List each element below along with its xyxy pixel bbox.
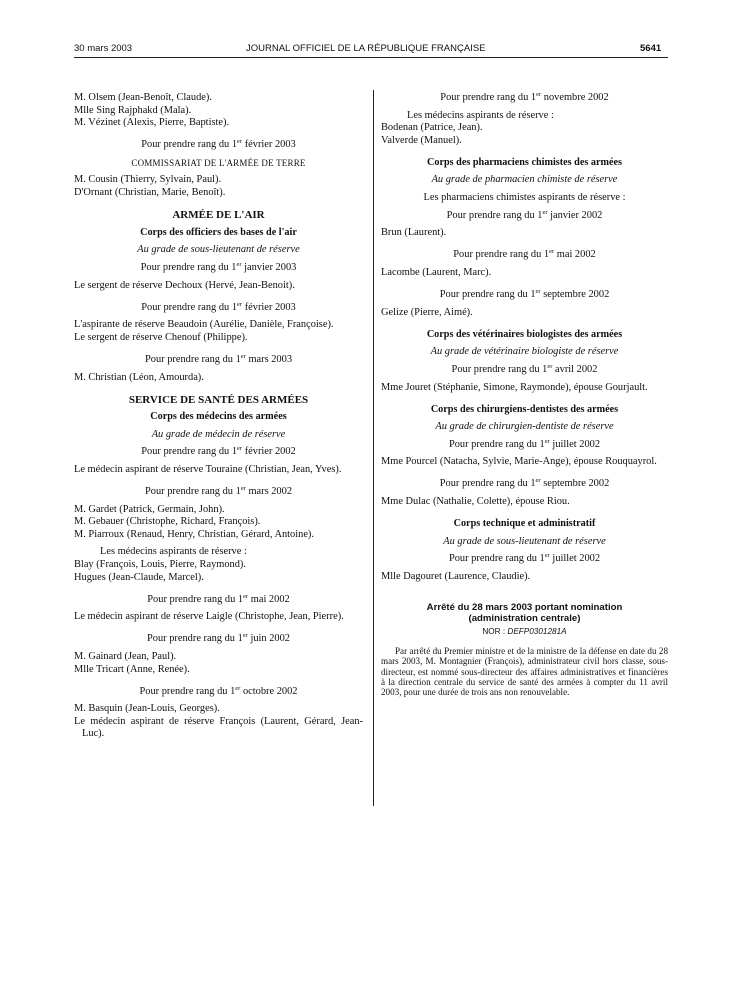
nominee-line: M. Gardet (Patrick, Germain, John).	[74, 503, 225, 515]
section-commissariat: COMMISSARIAT DE L'ARMÉE DE TERRE	[131, 157, 306, 168]
corps-heading: Corps des pharmaciens chimistes des armées	[427, 156, 622, 168]
nominee-line: Valverde (Manuel).	[381, 134, 462, 146]
arrete-body: Par arrêté du Premier ministre et de la ministre de la défense en date du 28 mars 2003, M. Montagnier (François), administrateur civil hors classe, sous-directeur, est nommé sous-directeur des affaires administratives et financières à la direction centrale du service de santé des armées à compter du 11 avril 2003, pour une durée de trois ans non renouvelable.	[381, 646, 668, 697]
section-armee-air: ARMÉE DE L'AIR	[172, 209, 265, 222]
nor-reference: NOR : DEFP0301281A	[482, 626, 567, 636]
grade-heading: Au grade de pharmacien chimiste de réserve	[431, 174, 618, 186]
section-service-sante: SERVICE DE SANTÉ DES ARMÉES	[128, 393, 309, 406]
corps-heading: Corps technique et administratif	[453, 518, 596, 530]
rank-date-heading: Pour prendre rang du 1er mai 2002	[453, 248, 596, 261]
rank-date-heading: Pour prendre rang du 1er juillet 2002	[448, 437, 601, 450]
rank-date-heading: Pour prendre rang du 1er octobre 2002	[139, 684, 298, 697]
rank-date-heading: Pour prendre rang du 1er février 2002	[141, 445, 296, 458]
corps-heading: Corps des officiers des bases de l'air	[140, 226, 297, 238]
nominee-line: Mme Pourcel (Natacha, Sylvie, Marie-Ange), épouse Rouquayrol.	[381, 456, 657, 468]
nominee-line: Blay (François, Louis, Pierre, Raymond).	[74, 559, 246, 571]
aspirants-intro: Les médecins aspirants de réserve :	[407, 109, 554, 121]
nominee-line: M. Gainard (Jean, Paul).	[74, 651, 177, 662]
nominee-line: M. Christian (Léon, Amourda).	[74, 371, 204, 383]
nominee-line: Brun (Laurent).	[381, 227, 447, 239]
grade-heading: Au grade de médecin de réserve	[151, 428, 286, 440]
header-journal-title: JOURNAL OFFICIEL DE LA RÉPUBLIQUE FRANÇAISE	[246, 43, 486, 54]
rank-date-heading: Pour prendre rang du 1er mai 2002	[147, 592, 290, 605]
nominee-line: Le médecin aspirant de réserve François (Laurent, Gérard, Jean-Luc).	[74, 715, 363, 740]
nominee-line: Mlle Tricart (Anne, Renée).	[74, 663, 190, 675]
rank-date-heading: Pour prendre rang du 1er février 2003	[141, 138, 296, 151]
header-rule	[74, 57, 668, 58]
nominee-line: Lacombe (Laurent, Marc).	[381, 266, 492, 278]
nominee-line: M. Cousin (Thierry, Sylvain, Paul).	[74, 174, 222, 186]
header-page-number: 5641	[640, 43, 662, 54]
header-date: 30 mars 2003	[74, 43, 133, 54]
arrete-title: Arrêté du 28 mars 2003 portant nomination (administration centrale)	[426, 601, 623, 624]
grade-heading: Au grade de vétérinaire biologiste de réserve	[430, 346, 619, 358]
nominee-line: Hugues (Jean-Claude, Marcel).	[74, 571, 204, 583]
corps-heading: Corps des chirurgiens-dentistes des armées	[430, 403, 619, 415]
nominee-line: Le médecin aspirant de réserve Laigle (Christophe, Jean, Pierre).	[74, 611, 344, 623]
nominee-line: Le médecin aspirant de réserve Touraine (Christian, Jean, Yves).	[74, 463, 342, 475]
nominee-line: Mlle Sing Rajphakd (Mala).	[74, 104, 192, 116]
nominee-line: D'Ornant (Christian, Marie, Benoît).	[74, 187, 226, 199]
nominee-line: M. Gebauer (Christophe, Richard, François).	[74, 516, 261, 528]
corps-heading: Corps des vétérinaires biologistes des armées	[426, 328, 623, 340]
aspirants-intro: Les médecins aspirants de réserve :	[100, 546, 247, 558]
left-column	[74, 92, 363, 741]
rank-date-heading: Pour prendre rang du 1er septembre 2002	[439, 288, 610, 301]
rank-date-heading: Pour prendre rang du 1er juillet 2002	[448, 552, 601, 565]
nominee-line: Le sergent de réserve Dechoux (Hervé, Jean-Benoit).	[74, 279, 295, 291]
grade-heading: Au grade de sous-lieutenant de réserve	[443, 535, 606, 547]
nominee-line: Gelize (Pierre, Aimé).	[381, 306, 473, 318]
grade-heading: Au grade de sous-lieutenant de réserve	[137, 244, 300, 256]
nominee-line: Bodenan (Patrice, Jean).	[381, 122, 483, 134]
nominee-line: Mme Dulac (Nathalie, Colette), épouse Riou.	[381, 496, 570, 508]
nominee-line: Mlle Dagouret (Laurence, Claudie).	[381, 570, 531, 582]
nominee-line: M. Vézinet (Alexis, Pierre, Baptiste).	[74, 117, 230, 129]
nominee-line: M. Basquin (Jean-Louis, Georges).	[74, 703, 220, 715]
rank-date-heading: Pour prendre rang du 1er mars 2002	[144, 485, 293, 498]
nominee-line: M. Olsem (Jean-Benoît, Claude).	[74, 92, 212, 103]
rank-date-heading: Pour prendre rang du 1er mars 2003	[144, 352, 293, 365]
grade-heading: Au grade de chirurgien-dentiste de réserve	[435, 421, 614, 433]
right-column	[381, 92, 668, 697]
rank-date-heading: Pour prendre rang du 1er juin 2002	[146, 632, 291, 645]
nominee-line: L'aspirante de réserve Beaudoin (Aurélie, Danièle, Françoise).	[74, 319, 334, 331]
rank-date-heading: Pour prendre rang du 1er septembre 2002	[439, 477, 610, 490]
rank-date-heading: Pour prendre rang du 1er février 2003	[141, 300, 296, 313]
rank-date-heading: Pour prendre rang du 1er avril 2002	[451, 362, 598, 375]
column-divider	[373, 90, 374, 806]
rank-date-heading: Pour prendre rang du 1er janvier 2002	[446, 208, 603, 221]
nominee-line: Le sergent de réserve Chenouf (Philippe).	[74, 331, 248, 343]
nominee-line: Mme Jouret (Stéphanie, Simone, Raymonde), épouse Gourjault.	[381, 381, 648, 393]
rank-date-heading: Pour prendre rang du 1er novembre 2002	[440, 91, 609, 103]
rank-date-heading: Pour prendre rang du 1er janvier 2003	[140, 260, 297, 273]
nominee-line: M. Piarroux (Renaud, Henry, Christian, Gérard, Antoine).	[74, 528, 314, 540]
corps-heading: Corps des médecins des armées	[150, 411, 287, 423]
aspirants-intro: Les pharmaciens chimistes aspirants de réserve :	[423, 192, 626, 204]
